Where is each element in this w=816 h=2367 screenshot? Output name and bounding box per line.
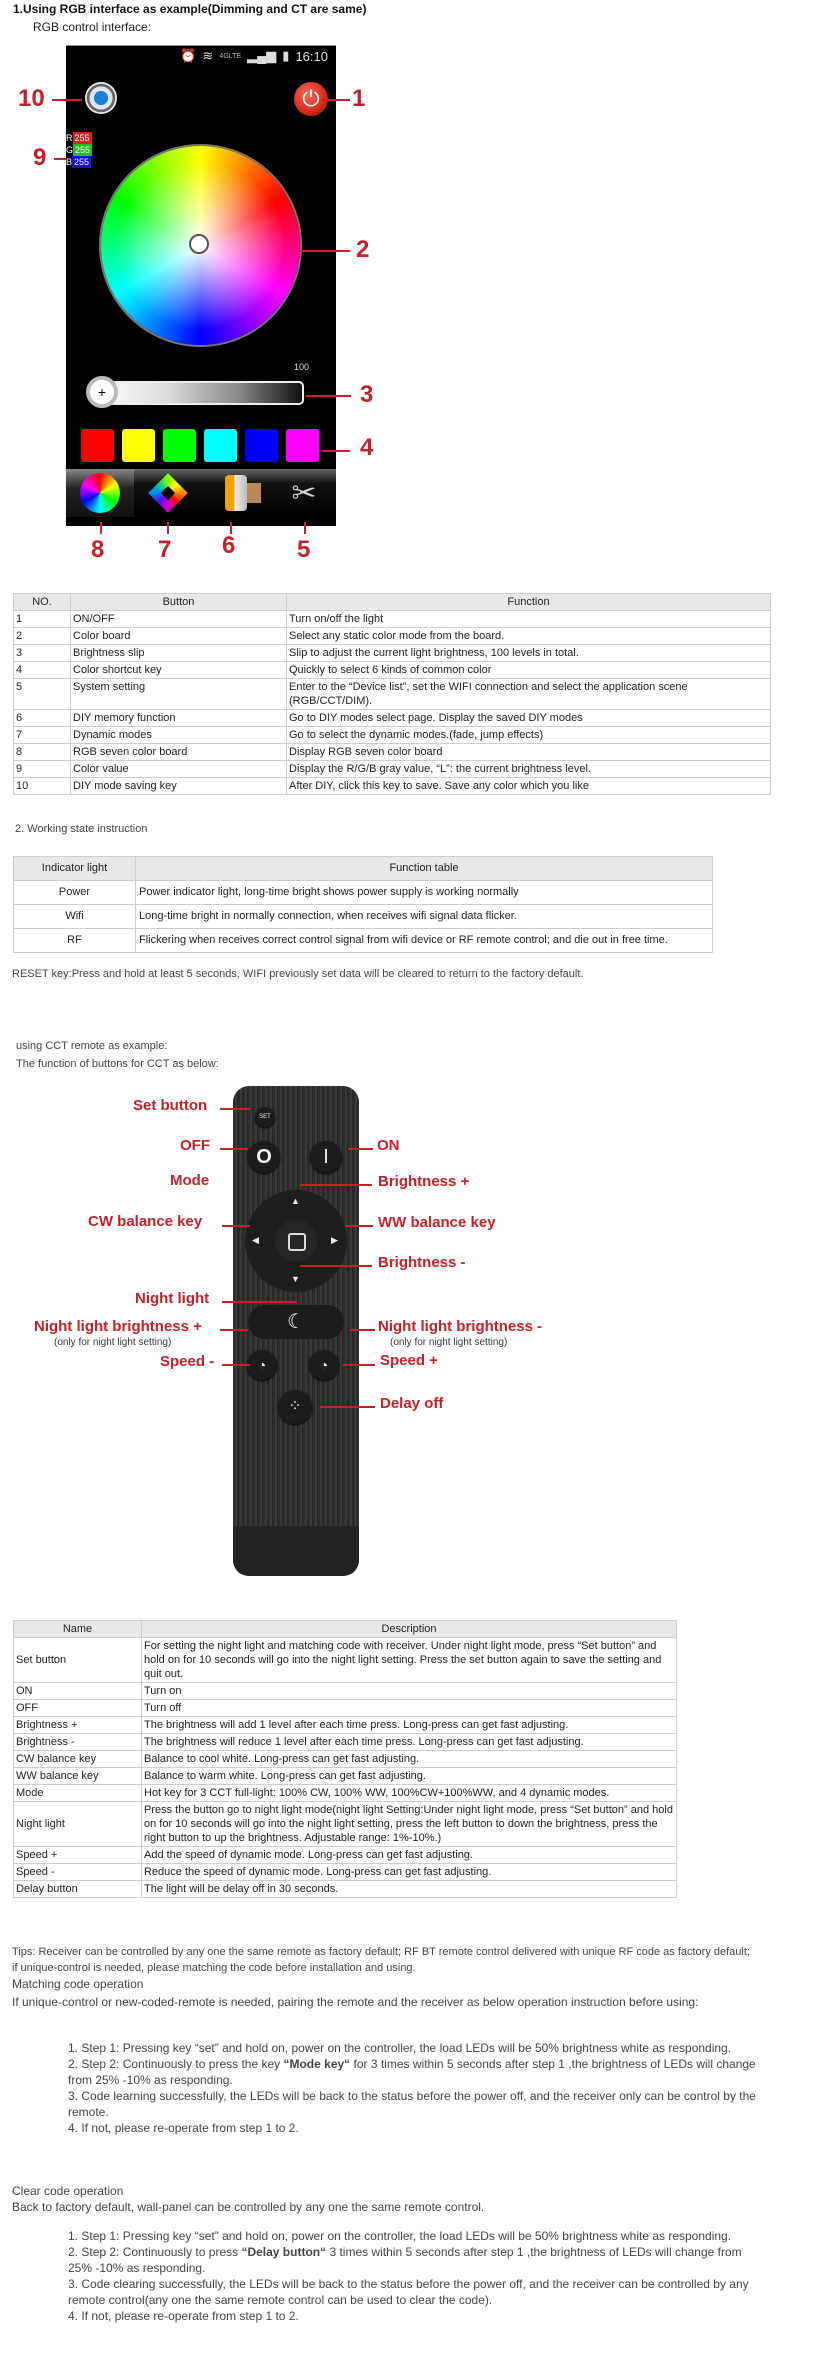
step-num: 2.: [68, 2245, 79, 2259]
table-row: 7 Dynamic modes Go to select the dynamic modes.(fade, jump effects): [14, 727, 771, 744]
table-row: WW balance key Balance to warm white. Long-press can get fast adjusting.: [14, 1768, 677, 1785]
table-row: ON Turn on: [14, 1683, 677, 1700]
col-no: NO.: [14, 594, 71, 611]
line-night: [222, 1301, 297, 1303]
label-night-minus-note: (only for night light setting): [390, 1337, 508, 1348]
step-num: 1.: [68, 2229, 79, 2243]
reset-note: RESET key:Press and hold at least 5 seconds, WIFI previously set data will be cleared to return to the factory default.: [12, 968, 584, 980]
network-type: 4GLTE: [219, 52, 242, 60]
step-text: Code learning successfully, the LEDs will be back to the status before the power off, and the receiver only can be control by the remote.: [68, 2089, 756, 2119]
cw-left-arrow-icon[interactable]: ◀: [252, 1235, 259, 1245]
table-row: 4 Color shortcut key Quickly to select 6 kinds of common color: [14, 662, 771, 679]
label-speed-minus: Speed -: [160, 1353, 215, 1370]
tab-diy-memory[interactable]: [202, 469, 270, 517]
table-row: Power Power indicator light, long-time bright shows power supply is working normally: [14, 881, 713, 905]
remote-dpad: [245, 1190, 347, 1292]
label-off: OFF: [180, 1137, 210, 1154]
tools-icon: ✂: [291, 476, 317, 510]
clear-code-intro: Back to factory default, wall-panel can be controlled by any one the same remote control.: [12, 2200, 485, 2214]
list-item: [68, 2228, 758, 2244]
line-speed-plus: [343, 1364, 375, 1366]
swatch-magenta[interactable]: [286, 429, 319, 462]
line-on: [348, 1148, 373, 1150]
callout-9: 9: [33, 144, 47, 171]
clear-steps-list: [68, 2228, 758, 2324]
line-night-plus: [220, 1329, 248, 1331]
g-label: G: [66, 145, 74, 155]
list-item: [68, 2276, 758, 2308]
step-text: Step 2: Continuously to press: [81, 2245, 242, 2259]
table-row: 2 Color board Select any static color mode from the board.: [14, 628, 771, 645]
line-delay: [320, 1406, 375, 1408]
color-wheel-icon: [80, 473, 120, 513]
list-item: [68, 2056, 758, 2088]
color-wheel[interactable]: [101, 146, 300, 345]
status-time: 16:10: [295, 48, 328, 64]
color-value-display: [66, 132, 92, 168]
brightness-down-arrow-icon[interactable]: ▼: [291, 1274, 300, 1284]
callout-1: 1: [352, 85, 366, 112]
g-value: 255: [75, 145, 91, 155]
callout-line-10: [52, 99, 82, 101]
label-ww-balance: WW balance key: [378, 1214, 496, 1231]
step-num: 4.: [68, 2121, 79, 2135]
b-label: B: [66, 157, 73, 167]
col-button: Button: [71, 594, 287, 611]
callout-8: 8: [91, 536, 105, 563]
line-set: [220, 1108, 250, 1110]
label-cw-balance: CW balance key: [88, 1213, 203, 1230]
table-row: 10 DIY mode saving key After DIY, click this key to save. Save any color which you like: [14, 778, 771, 795]
callout-4: 4: [360, 434, 374, 461]
callout-line-3: [306, 395, 351, 397]
table-row: Speed - Reduce the speed of dynamic mode. Long-press can get fast adjusting.: [14, 1864, 677, 1881]
remote-button-table: [13, 1620, 677, 1898]
remote-off-button[interactable]: O: [248, 1141, 280, 1173]
brightness-up-arrow-icon[interactable]: ▲: [291, 1196, 300, 1206]
swatch-green[interactable]: [163, 429, 196, 462]
col-function: Function: [287, 594, 771, 611]
b-value: 255: [74, 157, 90, 167]
table-row: 8 RGB seven color board Display RGB seven color board: [14, 744, 771, 761]
callout-line-1: [322, 99, 350, 101]
swatch-blue[interactable]: [245, 429, 278, 462]
label-night-light: Night light: [135, 1290, 210, 1307]
table-row: Speed + Add the speed of dynamic mode. Long-press can get fast adjusting.: [14, 1847, 677, 1864]
step-text: If not, please re-operate from step 1 to 2.: [81, 2121, 299, 2135]
swatch-cyan[interactable]: [204, 429, 237, 462]
remote-speed-plus-button[interactable]: [309, 1350, 339, 1380]
indicator-table: [13, 856, 713, 953]
table-row: Set button For setting the night light and matching code with receiver. Under night light mode, press “Set button” and hold on for 10 seconds will go into the night light setting. Press the set button again to save the setting and quit out.: [14, 1638, 677, 1683]
section-1-title: 1.Using RGB interface as example(Dimming and CT are same): [13, 2, 367, 16]
label-mode: Mode: [170, 1172, 210, 1189]
step-bold: “Delay button“: [241, 2245, 327, 2259]
tab-dynamic-modes[interactable]: [134, 469, 202, 517]
step-bold: “Mode key“: [283, 2057, 351, 2071]
brightness-value: 100: [294, 362, 310, 372]
list-item: [68, 2244, 758, 2276]
swatch-red[interactable]: [81, 429, 114, 462]
list-item: [68, 2040, 758, 2056]
tab-system-setting[interactable]: [270, 469, 338, 517]
cct-intro-1: using CCT remote as example:: [16, 1040, 168, 1052]
label-delay-off: Delay off: [380, 1395, 444, 1412]
step-text: 3 times within 5 seconds after step 1 ,the brightness of LEDs will change from 25% -10% as responding.: [68, 2245, 742, 2275]
alarm-icon: ⏰: [180, 48, 197, 63]
step-text: Step 2: Continuously to press the key: [81, 2057, 284, 2071]
step-text: Code clearing successfully, the LEDs will be back to the status before the power off, and the receiver can be controlled by any remote control(any one the same remote control can be used to clear the code).: [68, 2277, 749, 2307]
table-row: OFF Turn off: [14, 1700, 677, 1717]
remote-on-button[interactable]: I: [310, 1141, 342, 1173]
line-night-minus: [350, 1329, 375, 1331]
status-bar: [180, 48, 328, 64]
rgb-interface-subtitle: RGB control interface:: [33, 20, 152, 34]
remote-battery-cover: [233, 1526, 359, 1576]
cct-intro-2: The function of buttons for CCT as below:: [16, 1058, 219, 1070]
list-item: [68, 2088, 758, 2120]
callout-5: 5: [297, 536, 311, 563]
bottom-tab-bar: [66, 469, 336, 517]
step-num: 4.: [68, 2309, 79, 2323]
section-2-title: 2. Working state instruction: [15, 823, 148, 835]
table-row: 6 DIY memory function Go to DIY modes select page. Display the saved DIY modes: [14, 710, 771, 727]
col-indicator: Indicator light: [14, 857, 136, 881]
matching-code-intro: If unique-control or new-coded-remote is needed, pairing the remote and the receiver as below operation instruction before using:: [12, 1995, 699, 2009]
callout-6: 6: [222, 532, 236, 559]
line-ww: [345, 1225, 373, 1227]
table-row: 9 Color value Display the R/G/B gray value, “L”: the current brightness level.: [14, 761, 771, 778]
speedometer-icon: ◔: [257, 1357, 267, 1373]
signal-icon: ▂▄▆: [247, 48, 277, 63]
table-row: Wifi Long-time bright in normally connection, when receives wifi signal data flicker.: [14, 905, 713, 929]
button-function-table: [13, 593, 771, 795]
list-item: [68, 2308, 758, 2324]
table-row: RF Flickering when receives correct control signal from wifi device or RF remote control; and die out in free time.: [14, 929, 713, 953]
line-bminus: [300, 1265, 372, 1267]
wifi-icon: ≋: [202, 48, 214, 63]
matching-steps-list: [68, 2040, 758, 2136]
callout-7: 7: [158, 536, 172, 563]
callout-3: 3: [360, 381, 374, 408]
label-set-button: Set button: [133, 1097, 208, 1114]
label-on: ON: [377, 1137, 400, 1154]
table-row: Night light Press the button go to night light mode(night light Setting:Under night light mode, press “Set button” and hold on for 10 seconds will go into the night light setting, press the left button to down the brightness, press the right button to up the brightness. Adjustable range: 1%-10%.): [14, 1802, 677, 1847]
col-function-table: Function table: [136, 857, 713, 881]
label-brightness-minus: Brightness -: [378, 1254, 466, 1271]
callout-line-4: [322, 450, 350, 452]
step-num: 1.: [68, 2041, 79, 2055]
callout-line-2: [300, 250, 350, 252]
table-row: Brightness - The brightness will reduce 1 level after each time press. Long-press can get fast adjusting.: [14, 1734, 677, 1751]
list-item: [68, 2120, 758, 2136]
step-text: If not, please re-operate from step 1 to 2.: [78, 2309, 299, 2323]
table-row: 5 System setting Enter to the “Device list”, set the WIFI connection and select the application scene (RGB/CCT/DIM).: [14, 679, 771, 710]
table-row: Delay button The light will be delay off in 30 seconds.: [14, 1881, 677, 1898]
label-night-plus: Night light brightness +: [34, 1318, 202, 1335]
r-label: R: [66, 133, 73, 143]
col-description: Description: [142, 1621, 677, 1638]
color-shortcut-keys: [81, 429, 319, 462]
table-row: CW balance key Balance to cool white. Long-press can get fast adjusting.: [14, 1751, 677, 1768]
remote-set-button[interactable]: SET: [255, 1107, 275, 1127]
table-row: Brightness + The brightness will add 1 level after each time press. Long-press can get fast adjusting.: [14, 1717, 677, 1734]
phone-screenshot: [66, 45, 336, 526]
cct-remote-image: [233, 1086, 359, 1576]
swatch-yellow[interactable]: [122, 429, 155, 462]
remote-delay-off-button[interactable]: [278, 1390, 312, 1424]
table-row: 3 Brightness slip Slip to adjust the current light brightness, 100 levels in total.: [14, 645, 771, 662]
dynamic-diamond-icon: [148, 473, 188, 513]
step-num: 3.: [68, 2089, 79, 2103]
speedometer-icon: ◔: [319, 1357, 329, 1373]
label-night-plus-note: (only for night light setting): [54, 1337, 172, 1348]
matching-code-title: Matching code operation: [12, 1977, 144, 1991]
diy-save-button[interactable]: [85, 82, 117, 114]
step-text: Step 1: Pressing key “set” and hold on, power on the controller, the load LEDs will be 50% brightness white as responding.: [78, 2229, 732, 2243]
remote-speed-minus-button[interactable]: [247, 1350, 277, 1380]
tips-text: Tips: Receiver can be controlled by any one the same remote as factory default; RF BT remote control delivered with unique RF code as factory default; if unique-control is needed, please matching the code before installation and using.: [12, 1946, 750, 1974]
step-num: 3.: [68, 2277, 79, 2291]
clear-code-title: Clear code operation: [12, 2184, 124, 2198]
battery-icon: ▮: [282, 48, 290, 63]
callout-10: 10: [18, 85, 45, 112]
callout-line-8: [100, 522, 102, 534]
table-row: 1 ON/OFF Turn on/off the light: [14, 611, 771, 628]
line-cw: [222, 1225, 250, 1227]
brightness-slider[interactable]: [91, 381, 304, 405]
col-name: Name: [14, 1621, 142, 1638]
film-roll-icon: [225, 475, 247, 511]
delay-dots-icon: ⁘: [288, 1398, 302, 1415]
tab-rgb-color-board[interactable]: [66, 469, 134, 517]
color-wheel-knob[interactable]: [189, 234, 209, 254]
brightness-slider-knob[interactable]: +: [86, 376, 118, 408]
line-bplus: [300, 1184, 372, 1186]
callout-line-7: [167, 522, 169, 534]
step-text: for 3 times within 5 seconds after step 1 ,the brightness of LEDs will change from 25% -10% as responding.: [68, 2057, 756, 2087]
step-text: Step 1: Pressing key “set” and hold on, power on the controller, the load LEDs will be 50% brightness white as responding.: [81, 2041, 732, 2055]
line-speed-minus: [222, 1364, 250, 1366]
step-num: 2.: [68, 2057, 79, 2071]
line-off: [220, 1148, 248, 1150]
callout-line-5: [304, 522, 306, 534]
label-brightness-plus: Brightness +: [378, 1173, 470, 1190]
callout-2: 2: [356, 236, 370, 263]
label-night-minus: Night light brightness -: [378, 1318, 543, 1335]
label-speed-plus: Speed +: [380, 1352, 438, 1369]
table-row: Mode Hot key for 3 CCT full-light: 100% CW, 100% WW, 100%CW+100%WW, and 4 dynamic modes.: [14, 1785, 677, 1802]
remote-night-light-button[interactable]: ☾: [248, 1305, 344, 1339]
ww-right-arrow-icon[interactable]: ▶: [331, 1235, 338, 1245]
r-value: 255: [74, 133, 90, 143]
remote-mode-button[interactable]: [275, 1220, 317, 1262]
callout-line-9: [54, 158, 66, 160]
